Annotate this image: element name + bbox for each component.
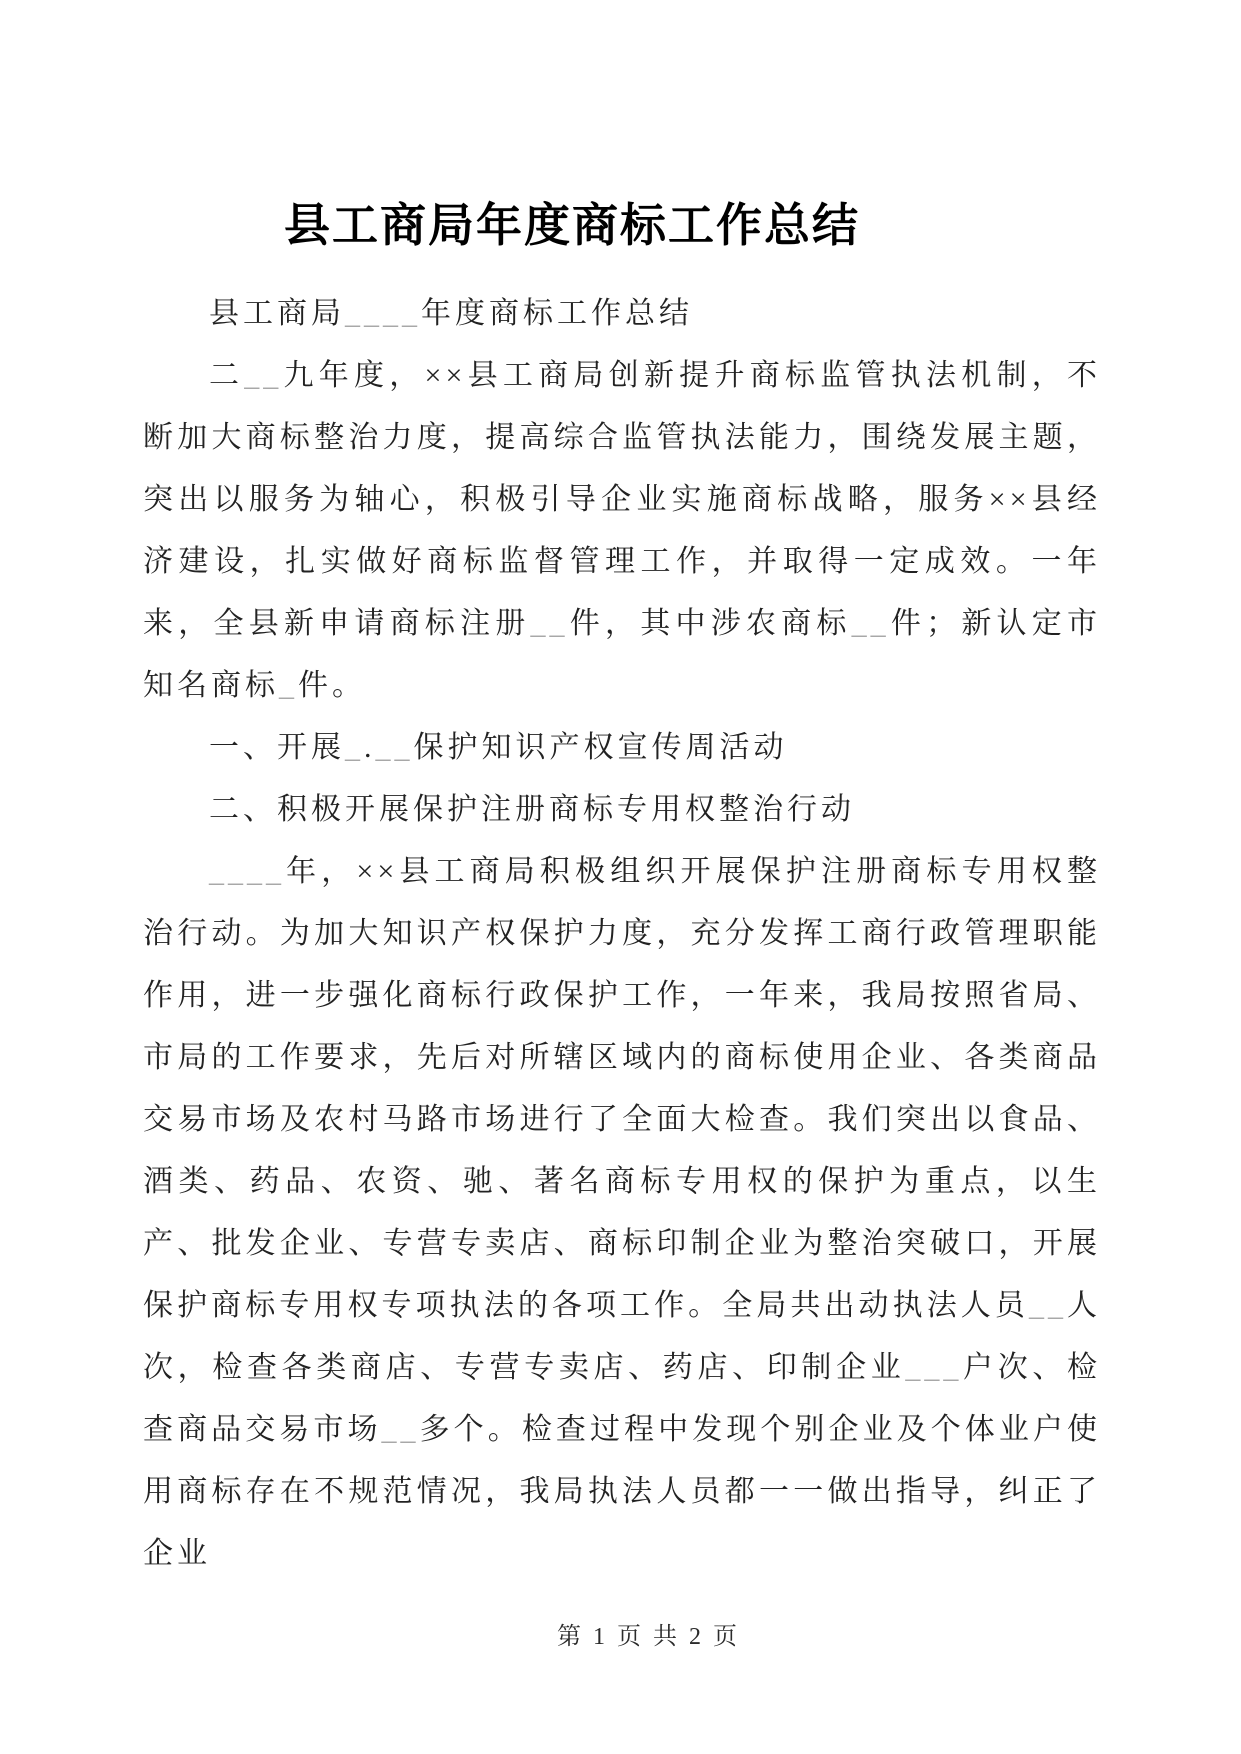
paragraph-subtitle: 县工商局____年度商标工作总结 bbox=[209, 297, 693, 330]
section-heading-2: 二、积极开展保护注册商标专用权整治行动 bbox=[209, 793, 855, 826]
paragraph-section-2-body: ____年，××县工商局积极组织开展保护注册商标专用权整治行动。为加大知识产权保护力度，充分发挥工商行政管理职能作用，进一步强化商标行政保护工作，一年来，我局按照省局、市局的工作要求，先后对所辖区域内的商标使用企业、各类商品交易市场及农村马路市场进行了全面大检查。我们突出以食品、酒类、药品、农资、驰、著名商标专用权的保护为重点，以生产、批发企业、专营专卖店、商标印制企业为整治突破口，开展保护商标专用权专项执法的各项工作。全局共出动执法人员__人次，检查各类商店、专营专卖店、药店、印制企业___户次、检查商品交易市场__多个。检查过程中发现个别企业及个体业户使用商标存在不规范情况，我局执法人员都一一做出指导，纠正了企业 bbox=[143, 855, 1102, 1570]
blank-underscore: __ bbox=[1028, 1289, 1067, 1322]
blank-underscore: ____ bbox=[209, 855, 285, 888]
blank-underscore: __ bbox=[851, 607, 890, 640]
section-heading-1: 一、开展_.__保护知识产权宣传周活动 bbox=[209, 731, 788, 764]
paragraph-overview: 二__九年度，××县工商局创新提升商标监管执法机制，不断加大商标整治力度，提高综合监管执法能力，围绕发展主题，突出以服务为轴心，积极引导企业实施商标战略，服务××县经济建设，扎实做好商标监督管理工作，并取得一定成效。一年来，全县新申请商标注册__件，其中涉农商标__件；新认定市知名商标_件。 bbox=[143, 359, 1102, 702]
blank-underscore: _ bbox=[279, 669, 298, 702]
document-body bbox=[143, 283, 1101, 1585]
blank-underscore: __ bbox=[530, 607, 569, 640]
blank-underscore: __ bbox=[381, 1413, 420, 1446]
blank-underscore: ____ bbox=[345, 297, 421, 330]
page-number-indicator: 第 1 页 共 2 页 bbox=[557, 1624, 740, 1650]
document-title: 县工商局年度商标工作总结 bbox=[284, 200, 860, 251]
blank-underscore: ___ bbox=[905, 1351, 963, 1384]
blank-underscore: __ bbox=[375, 731, 414, 764]
blank-underscore: _ bbox=[345, 731, 364, 764]
blank-underscore: __ bbox=[244, 359, 283, 392]
